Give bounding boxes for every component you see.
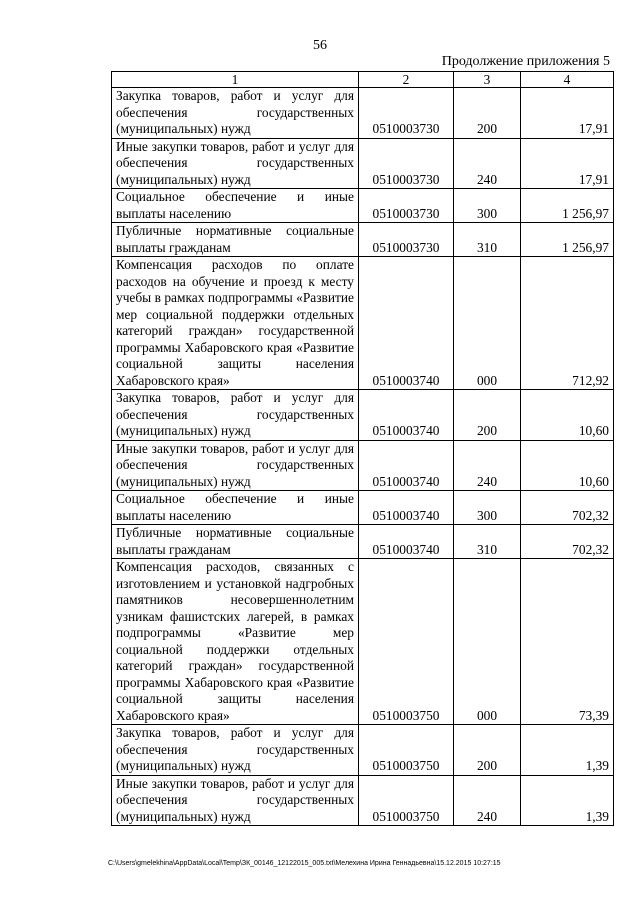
amount: 1,39 [521, 725, 614, 776]
expense-name: Иные закупки товаров, работ и услуг для обеспечения государственных (муниципальных) нужд [112, 440, 359, 491]
table-row [112, 138, 614, 189]
table-row [112, 775, 614, 826]
target-code: 0510003740 [359, 257, 454, 390]
amount: 1 256,97 [521, 189, 614, 223]
amount: 712,92 [521, 257, 614, 390]
header-col-4: 4 [521, 72, 614, 88]
header-col-3: 3 [454, 72, 521, 88]
amount: 10,60 [521, 390, 614, 441]
page-number: 56 [313, 38, 327, 53]
expense-type: 300 [454, 491, 521, 525]
target-code: 0510003730 [359, 88, 454, 139]
expense-name: Социальное обеспечение и иные выплаты населению [112, 189, 359, 223]
amount: 1,39 [521, 775, 614, 826]
amount: 10,60 [521, 440, 614, 491]
amount: 702,32 [521, 491, 614, 525]
expense-type: 240 [454, 138, 521, 189]
expense-type: 000 [454, 559, 521, 725]
expense-name: Компенсация расходов, связанных с изготовлением и установкой надгробных памятников несовершеннолетним узникам фашистских лагерей, в рамках подпрограммы «Развитие мер социальной поддержки отдельных категорий граждан» государственной программы Хабаровского края «Развитие социальной защиты населения Хабаровского края» [112, 559, 359, 725]
table-row [112, 390, 614, 441]
table-row [112, 257, 614, 390]
expense-type: 200 [454, 725, 521, 776]
table-row [112, 559, 614, 725]
target-code: 0510003730 [359, 189, 454, 223]
amount: 17,91 [521, 88, 614, 139]
amount: 73,39 [521, 559, 614, 725]
expense-type: 240 [454, 440, 521, 491]
expense-type: 310 [454, 525, 521, 559]
amount: 17,91 [521, 138, 614, 189]
expense-type: 240 [454, 775, 521, 826]
header-col-2: 2 [359, 72, 454, 88]
target-code: 0510003740 [359, 491, 454, 525]
amount: 702,32 [521, 525, 614, 559]
table-row [112, 189, 614, 223]
table-row [112, 440, 614, 491]
target-code: 0510003750 [359, 725, 454, 776]
expense-name: Иные закупки товаров, работ и услуг для обеспечения государственных (муниципальных) нужд [112, 138, 359, 189]
expense-name: Публичные нормативные социальные выплаты гражданам [112, 525, 359, 559]
header-col-1: 1 [112, 72, 359, 88]
header-row [112, 72, 614, 88]
target-code: 0510003730 [359, 138, 454, 189]
target-code: 0510003730 [359, 223, 454, 257]
target-code: 0510003740 [359, 440, 454, 491]
expense-type: 300 [454, 189, 521, 223]
expense-type: 200 [454, 390, 521, 441]
table-row [112, 88, 614, 139]
budget-table [111, 71, 614, 826]
target-code: 0510003740 [359, 525, 454, 559]
target-code: 0510003750 [359, 559, 454, 725]
expense-type: 000 [454, 257, 521, 390]
target-code: 0510003740 [359, 390, 454, 441]
table-row [112, 725, 614, 776]
expense-type: 310 [454, 223, 521, 257]
table-row [112, 525, 614, 559]
continuation-label: Продолжение приложения 5 [441, 54, 610, 69]
expense-type: 200 [454, 88, 521, 139]
target-code: 0510003750 [359, 775, 454, 826]
table-row [112, 223, 614, 257]
expense-name: Иные закупки товаров, работ и услуг для обеспечения государственных (муниципальных) нужд [112, 775, 359, 826]
table-row [112, 491, 614, 525]
expense-name: Компенсация расходов по оплате расходов на обучение и проезд к месту учебы в рамках подпрограммы «Развитие мер социальной поддержки отдельных категорий граждан» государственной программы Хабаровского края «Развитие социальной защиты населения Хабаровского края» [112, 257, 359, 390]
file-path-footer: C:\Users\gmelekhina\AppData\Local\Temp\ЗК_00146_12122015_005.txt\Мелехина Ирина Геннадьевна\15.12.2015 10:27:15 [108, 860, 501, 867]
expense-name: Социальное обеспечение и иные выплаты населению [112, 491, 359, 525]
expense-name: Закупка товаров, работ и услуг для обеспечения государственных (муниципальных) нужд [112, 390, 359, 441]
expense-name: Закупка товаров, работ и услуг для обеспечения государственных (муниципальных) нужд [112, 725, 359, 776]
amount: 1 256,97 [521, 223, 614, 257]
expense-name: Закупка товаров, работ и услуг для обеспечения государственных (муниципальных) нужд [112, 88, 359, 139]
expense-name: Публичные нормативные социальные выплаты гражданам [112, 223, 359, 257]
